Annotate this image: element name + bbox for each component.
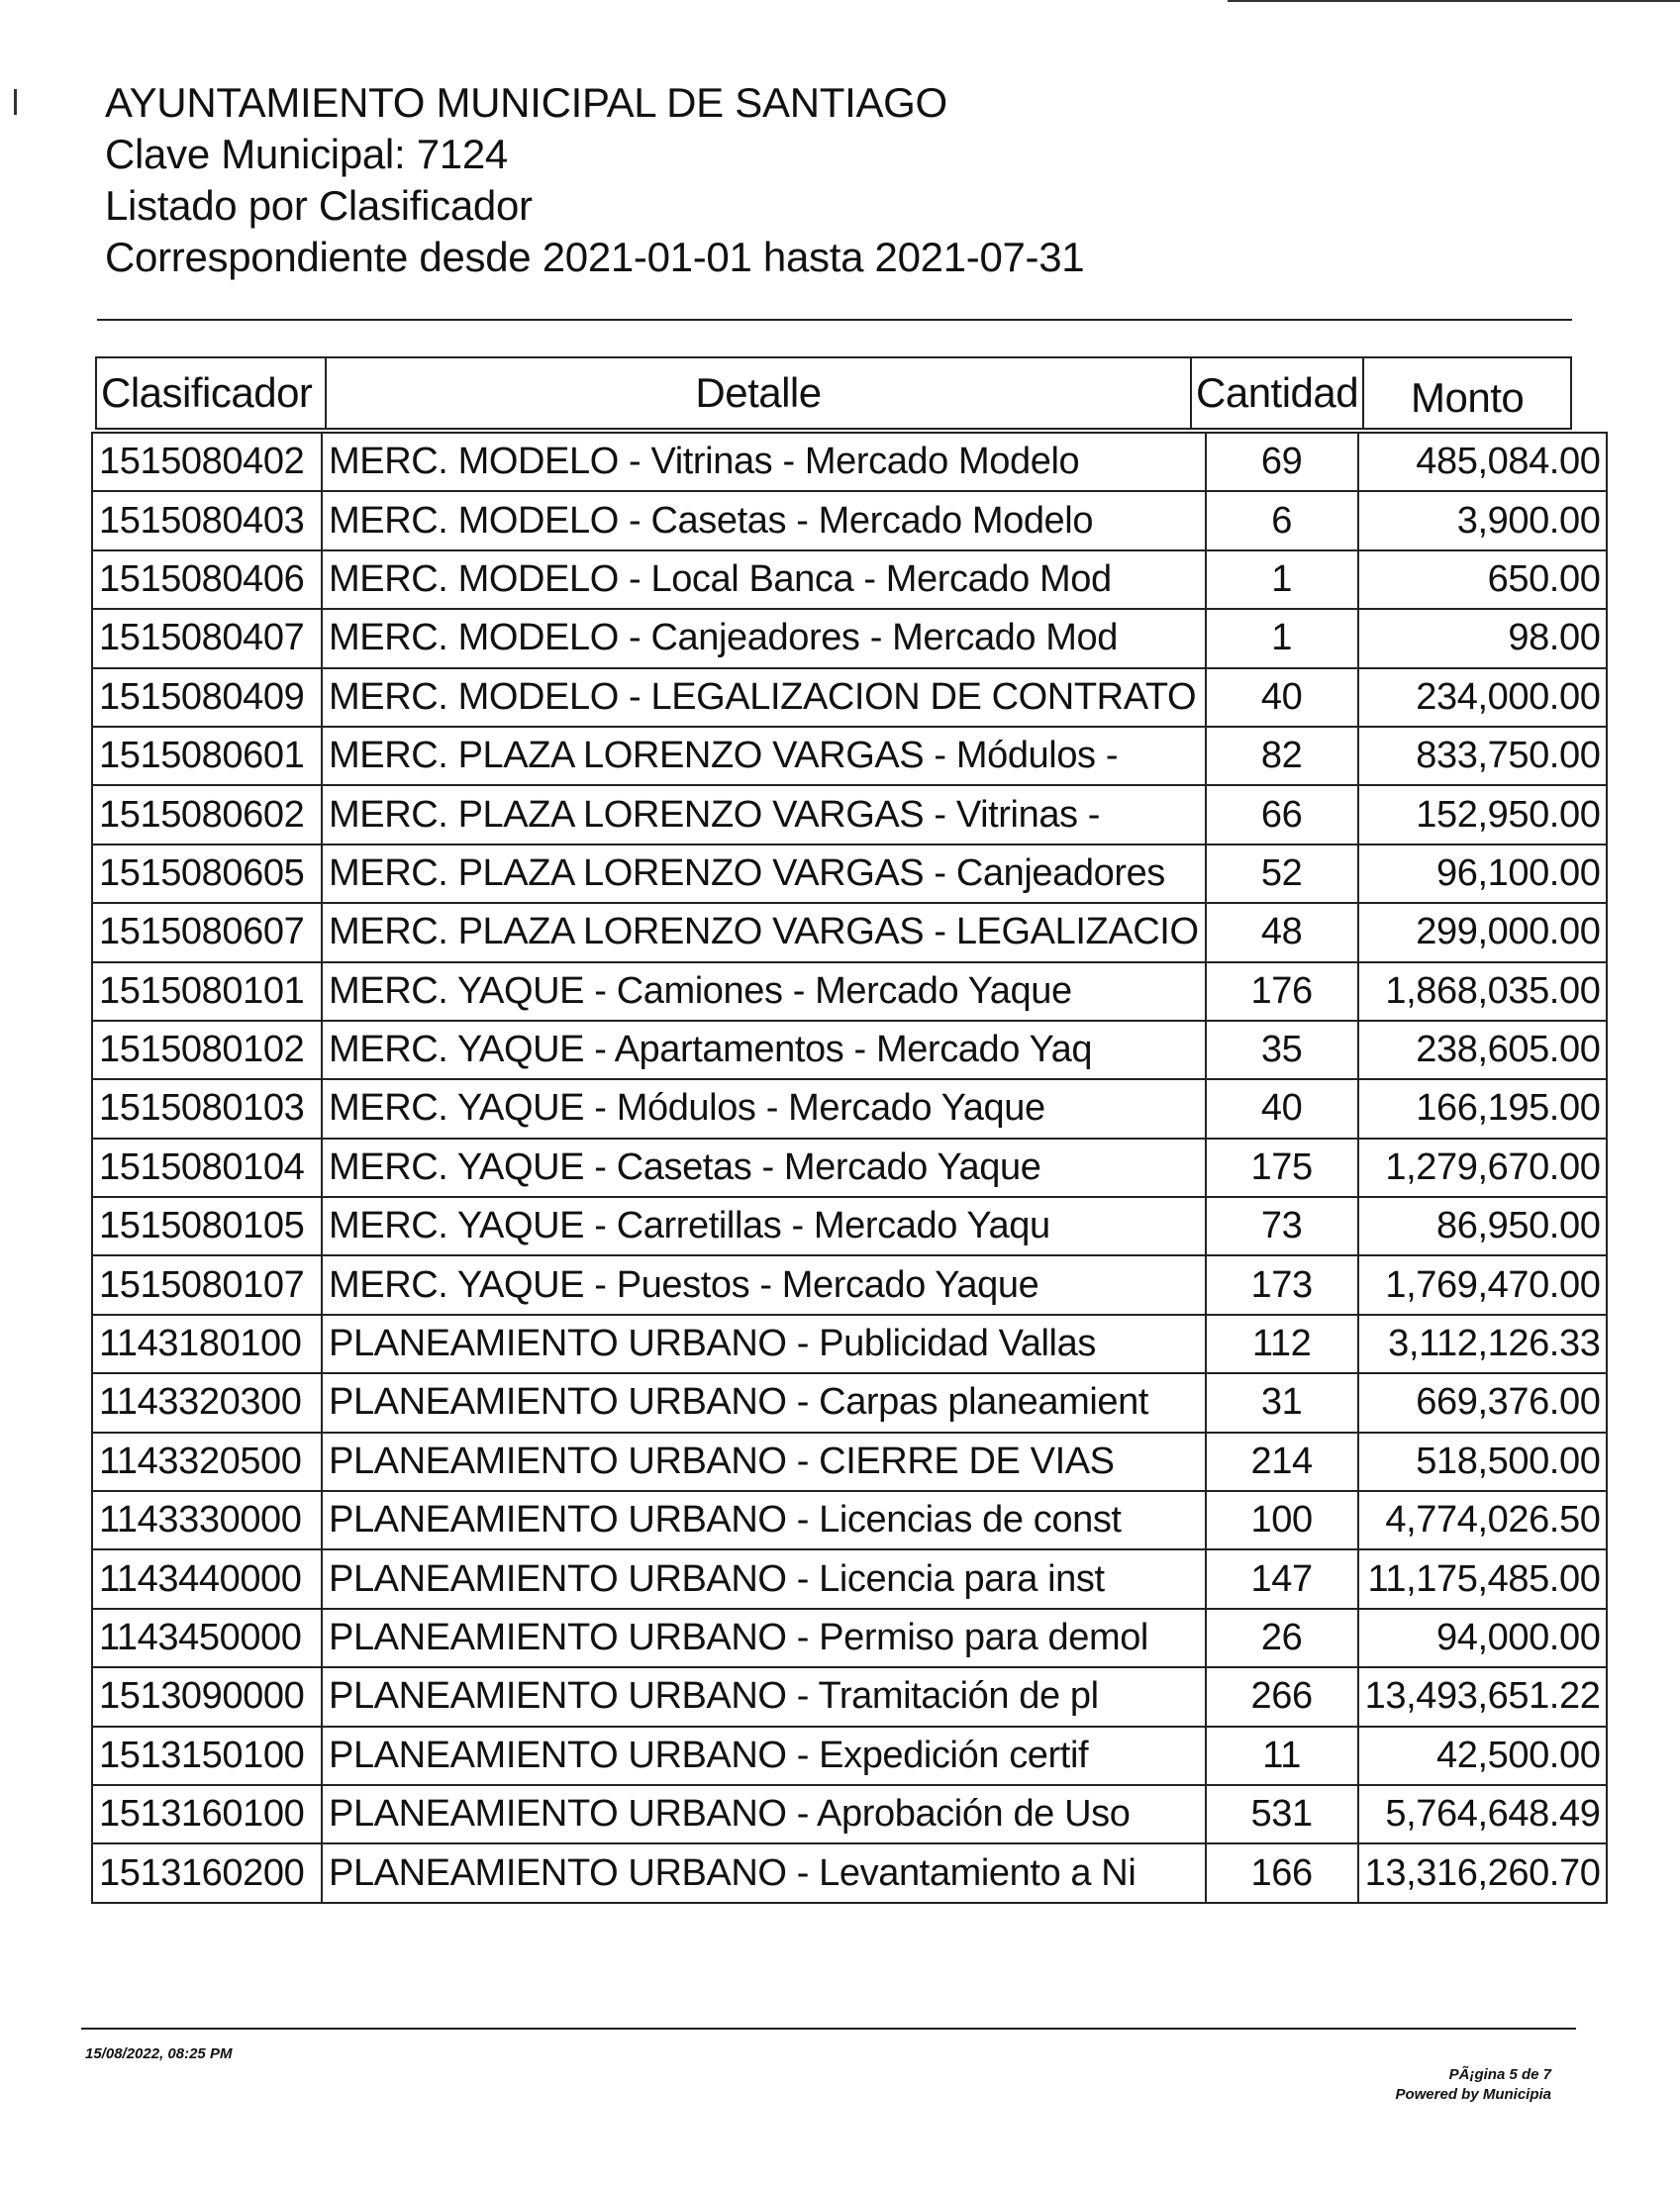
- powered-by: Powered by Municipia: [1395, 2086, 1551, 2103]
- row-clasificador: 1515080409: [92, 668, 322, 727]
- row-monto: 833,750.00: [1358, 727, 1608, 785]
- document-header: [105, 77, 1392, 283]
- table-row: [92, 1197, 1607, 1255]
- row-clasificador: 1515080602: [92, 785, 322, 844]
- row-detalle: MERC. MODELO - Local Banca - Mercado Mod: [322, 550, 1206, 609]
- header-divider: [97, 319, 1572, 321]
- row-clasificador: 1515080103: [92, 1079, 322, 1138]
- row-clasificador: 1515080107: [92, 1255, 322, 1314]
- column-header-monto: Monto: [1363, 357, 1571, 429]
- row-detalle: PLANEAMIENTO URBANO - Licencia para inst: [322, 1549, 1206, 1608]
- row-cantidad: 147: [1206, 1549, 1358, 1608]
- row-cantidad: 100: [1206, 1491, 1358, 1549]
- row-clasificador: 1513160200: [92, 1843, 322, 1902]
- table-row: [92, 668, 1607, 727]
- table-row: [92, 1727, 1607, 1785]
- row-detalle: MERC. PLAZA LORENZO VARGAS - Vitrinas -: [322, 785, 1206, 844]
- table-row: [92, 785, 1607, 844]
- row-monto: 1,769,470.00: [1358, 1255, 1608, 1314]
- row-cantidad: 531: [1206, 1785, 1358, 1843]
- row-detalle: MERC. MODELO - LEGALIZACION DE CONTRATO: [322, 668, 1206, 727]
- row-detalle: MERC. YAQUE - Camiones - Mercado Yaque: [322, 962, 1206, 1021]
- table-row: [92, 1491, 1607, 1549]
- row-detalle: PLANEAMIENTO URBANO - Publicidad Vallas: [322, 1315, 1206, 1373]
- row-cantidad: 48: [1206, 903, 1358, 961]
- row-monto: 299,000.00: [1358, 903, 1608, 961]
- row-clasificador: 1515080403: [92, 491, 322, 549]
- row-clasificador: 1515080607: [92, 903, 322, 961]
- row-clasificador: 1143450000: [92, 1609, 322, 1667]
- row-cantidad: 73: [1206, 1197, 1358, 1255]
- row-detalle: PLANEAMIENTO URBANO - Expedición certif: [322, 1727, 1206, 1785]
- table-row: [92, 962, 1607, 1021]
- row-clasificador: 1515080402: [92, 433, 322, 491]
- row-detalle: MERC. MODELO - Casetas - Mercado Modelo: [322, 491, 1206, 549]
- row-cantidad: 176: [1206, 962, 1358, 1021]
- table-row: [92, 845, 1607, 903]
- row-clasificador: 1515080105: [92, 1197, 322, 1255]
- row-cantidad: 112: [1206, 1315, 1358, 1373]
- row-cantidad: 52: [1206, 845, 1358, 903]
- row-monto: 3,900.00: [1358, 491, 1608, 549]
- row-clasificador: 1143330000: [92, 1491, 322, 1549]
- table-row: [92, 1079, 1607, 1138]
- row-cantidad: 40: [1206, 1079, 1358, 1138]
- row-cantidad: 6: [1206, 491, 1358, 549]
- table-row: [92, 727, 1607, 785]
- row-monto: 96,100.00: [1358, 845, 1608, 903]
- table-row: [92, 609, 1607, 667]
- row-cantidad: 66: [1206, 785, 1358, 844]
- table-row: [92, 1785, 1607, 1843]
- row-monto: 13,316,260.70: [1358, 1843, 1608, 1902]
- row-monto: 42,500.00: [1358, 1727, 1608, 1785]
- row-clasificador: 1143440000: [92, 1549, 322, 1608]
- row-clasificador: 1515080104: [92, 1139, 322, 1197]
- row-detalle: MERC. YAQUE - Apartamentos - Mercado Yaq: [322, 1021, 1206, 1079]
- row-cantidad: 31: [1206, 1373, 1358, 1432]
- row-detalle: MERC. PLAZA LORENZO VARGAS - Módulos -: [322, 727, 1206, 785]
- row-cantidad: 11: [1206, 1727, 1358, 1785]
- row-monto: 234,000.00: [1358, 668, 1608, 727]
- table-row: [92, 1433, 1607, 1491]
- row-clasificador: 1515080601: [92, 727, 322, 785]
- row-clasificador: 1515080102: [92, 1021, 322, 1079]
- row-cantidad: 166: [1206, 1843, 1358, 1902]
- municipal-code: Clave Municipal: 7124: [105, 131, 508, 177]
- row-detalle: MERC. YAQUE - Módulos - Mercado Yaque: [322, 1079, 1206, 1138]
- row-cantidad: 82: [1206, 727, 1358, 785]
- row-cantidad: 26: [1206, 1609, 1358, 1667]
- row-cantidad: 1: [1206, 550, 1358, 609]
- row-monto: 152,950.00: [1358, 785, 1608, 844]
- row-monto: 485,084.00: [1358, 433, 1608, 491]
- table-row: [92, 550, 1607, 609]
- row-detalle: MERC. YAQUE - Casetas - Mercado Yaque: [322, 1139, 1206, 1197]
- row-monto: 518,500.00: [1358, 1433, 1608, 1491]
- table-row: [92, 1549, 1607, 1608]
- row-detalle: PLANEAMIENTO URBANO - Carpas planeamient: [322, 1373, 1206, 1432]
- row-monto: 238,605.00: [1358, 1021, 1608, 1079]
- footer-page-info: [1395, 2065, 1551, 2105]
- row-detalle: MERC. YAQUE - Puestos - Mercado Yaque: [322, 1255, 1206, 1314]
- row-clasificador: 1515080101: [92, 962, 322, 1021]
- row-detalle: MERC. PLAZA LORENZO VARGAS - LEGALIZACIO: [322, 903, 1206, 961]
- row-detalle: MERC. YAQUE - Carretillas - Mercado Yaqu: [322, 1197, 1206, 1255]
- table-row: [92, 1843, 1607, 1902]
- footer-divider: [81, 2028, 1576, 2030]
- column-header-clasificador: Clasificador: [96, 357, 326, 429]
- report-period: Correspondiente desde 2021-01-01 hasta 2021-07-31: [105, 234, 1085, 280]
- row-clasificador: 1513150100: [92, 1727, 322, 1785]
- column-header-cantidad: Cantidad: [1191, 357, 1363, 429]
- table-row: [92, 1139, 1607, 1197]
- report-type: Listado por Clasificador: [105, 182, 533, 229]
- row-monto: 166,195.00: [1358, 1079, 1608, 1138]
- row-monto: 1,279,670.00: [1358, 1139, 1608, 1197]
- print-timestamp: 15/08/2022, 08:25 PM: [85, 2045, 233, 2062]
- row-monto: 4,774,026.50: [1358, 1491, 1608, 1549]
- row-clasificador: 1143320500: [92, 1433, 322, 1491]
- row-cantidad: 35: [1206, 1021, 1358, 1079]
- row-monto: 1,868,035.00: [1358, 962, 1608, 1021]
- scan-mark: [14, 89, 17, 115]
- row-detalle: PLANEAMIENTO URBANO - Aprobación de Uso: [322, 1785, 1206, 1843]
- row-cantidad: 1: [1206, 609, 1358, 667]
- row-clasificador: 1515080605: [92, 845, 322, 903]
- table-row: [92, 433, 1607, 491]
- table-row: [92, 1255, 1607, 1314]
- row-monto: 669,376.00: [1358, 1373, 1608, 1432]
- row-monto: 98.00: [1358, 609, 1608, 667]
- row-clasificador: 1143320300: [92, 1373, 322, 1432]
- row-monto: 86,950.00: [1358, 1197, 1608, 1255]
- row-detalle: MERC. PLAZA LORENZO VARGAS - Canjeadores: [322, 845, 1206, 903]
- row-clasificador: 1515080406: [92, 550, 322, 609]
- municipality-title: AYUNTAMIENTO MUNICIPAL DE SANTIAGO: [105, 79, 947, 126]
- table-row: [92, 1609, 1607, 1667]
- scan-edge-line: [1228, 0, 1680, 2]
- row-monto: 650.00: [1358, 550, 1608, 609]
- row-detalle: PLANEAMIENTO URBANO - Levantamiento a Ni: [322, 1843, 1206, 1902]
- row-monto: 13,493,651.22: [1358, 1667, 1608, 1726]
- row-detalle: MERC. MODELO - Vitrinas - Mercado Modelo: [322, 433, 1206, 491]
- row-monto: 3,112,126.33: [1358, 1315, 1608, 1373]
- page-number: PÃ¡gina 5 de 7: [1448, 2066, 1551, 2083]
- row-detalle: PLANEAMIENTO URBANO - Tramitación de pl: [322, 1667, 1206, 1726]
- row-detalle: PLANEAMIENTO URBANO - Permiso para demol: [322, 1609, 1206, 1667]
- row-clasificador: 1513160100: [92, 1785, 322, 1843]
- table-row: [92, 491, 1607, 549]
- column-header-row: [95, 356, 1572, 430]
- table-row: [92, 1373, 1607, 1432]
- table-row: [92, 1315, 1607, 1373]
- row-detalle: MERC. MODELO - Canjeadores - Mercado Mod: [322, 609, 1206, 667]
- row-cantidad: 214: [1206, 1433, 1358, 1491]
- row-clasificador: 1515080407: [92, 609, 322, 667]
- classifier-table: [91, 432, 1608, 1904]
- row-detalle: PLANEAMIENTO URBANO - CIERRE DE VIAS: [322, 1433, 1206, 1491]
- table-row: [92, 1021, 1607, 1079]
- row-monto: 94,000.00: [1358, 1609, 1608, 1667]
- row-monto: 11,175,485.00: [1358, 1549, 1608, 1608]
- table-row: [92, 903, 1607, 961]
- row-clasificador: 1513090000: [92, 1667, 322, 1726]
- column-header-detalle: Detalle: [326, 357, 1191, 429]
- row-detalle: PLANEAMIENTO URBANO - Licencias de const: [322, 1491, 1206, 1549]
- row-cantidad: 266: [1206, 1667, 1358, 1726]
- row-clasificador: 1143180100: [92, 1315, 322, 1373]
- table-body: [92, 433, 1607, 1903]
- row-cantidad: 173: [1206, 1255, 1358, 1314]
- table-row: [92, 1667, 1607, 1726]
- row-cantidad: 69: [1206, 433, 1358, 491]
- row-monto: 5,764,648.49: [1358, 1785, 1608, 1843]
- row-cantidad: 175: [1206, 1139, 1358, 1197]
- row-cantidad: 40: [1206, 668, 1358, 727]
